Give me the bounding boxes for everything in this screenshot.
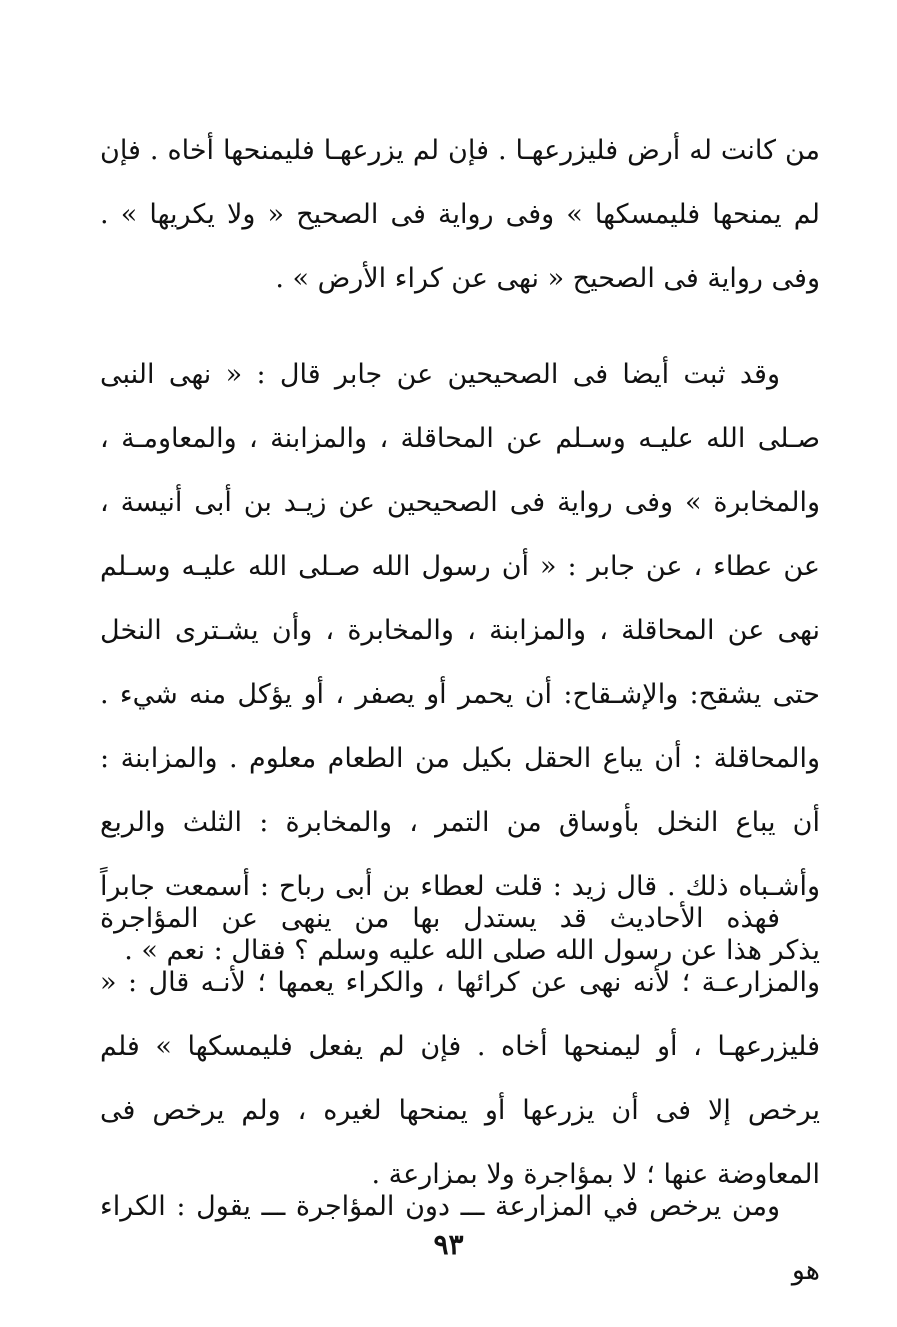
paragraph-1: من كانت له أرض فليزرعهـا . فإن لم يزرعهـا فليمنحها أخاه . فإن لم يمنحها فليمسكها » وفى رواية فى الصحيح « ولا يكريها » . وفى رواية فى الصحيح « نهى عن كراء الأرض » . xyxy=(100,135,820,294)
paragraph-4: ومن يرخص في المزارعة ـــ دون المؤاجرة ـــ يقول : الكراء هو xyxy=(100,1191,820,1286)
paragraph-2: وقد ثبت أيضا فى الصحيحين عن جابر قال : « نهى النبى صـلى الله عليـه وسـلم عن المحاقلة ، والمزابنة ، والمعاومـة ، والمخابرة » وفى رواية فى الصحيحين عن زيـد بن أبى أنيسة ، عن عطاء ، عن جابر : « أن رسول الله صـلى الله عليـه وسـلم نهى عن المحاقلة ، والمزابنة ، والمخابرة ، وأن يشـترى النخل حتى يشقح: والإشـقاح: أن يحمر أو يصفر ، أو يؤكل منه شيء . والمحاقلة : أن يباع الحقل بكيل من الطعام معلوم . والمزابنة : أن يباع النخل بأوساق من التمر ، والمخابرة : الثلث والربع وأشـباه ذلك . قال زيد : قلت لعطاء بن أبى رباح : أسمعت جابراً يذكر هذا عن رسول الله صلى الله عليه وسلم ؟ فقال : نعم » . xyxy=(100,359,820,966)
paragraph-3: فهذه الأحاديث قد يستدل بها من ينهى عن المؤاجرة والمزارعـة ؛ لأنه نهى عن كرائها ، والكراء يعمها ؛ لأنـه قال : « فليزرعهـا ، أو ليمنحها أخاه . فإن لم يفعل فليمسكها » فلم يرخص إلا فى أن يزرعها أو يمنحها لغيره ، ولم يرخص فى المعاوضة عنها ؛ لا بمؤاجرة ولا بمزارعة . xyxy=(100,903,820,1190)
page-number: ٩٣ xyxy=(433,1228,464,1261)
